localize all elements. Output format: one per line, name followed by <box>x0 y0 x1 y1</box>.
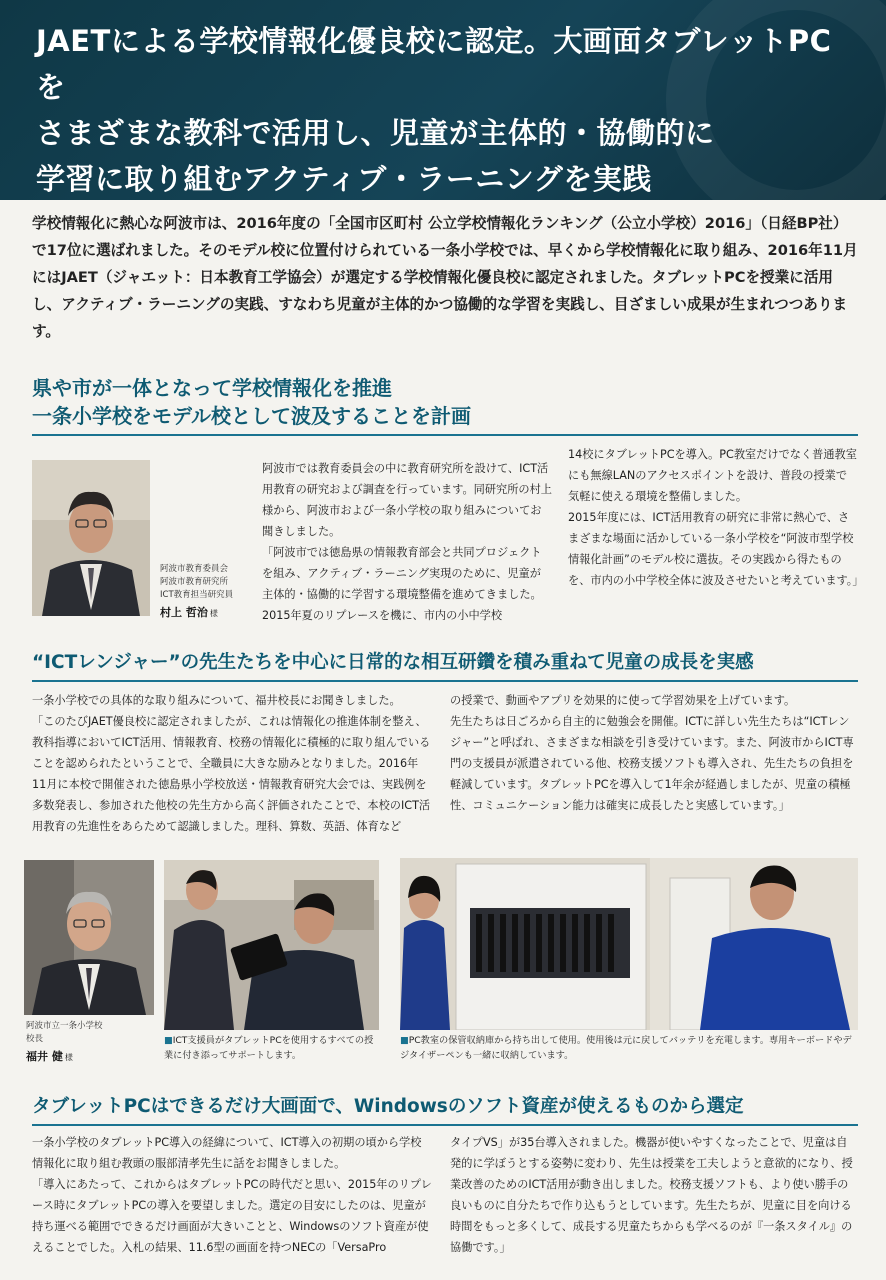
fukui-caption <box>26 1020 156 1064</box>
caption-bullet: ■ <box>164 1035 173 1046</box>
person-name-text: 村上 哲治 <box>160 606 208 619</box>
section1-column-1: 阿波市では教育委員会の中に教育研究所を設けて、ICT活用教育の研究および調査を行っています。同研究所の村上様から、阿波市および一条小学校の取り組みについてお聞きしました。 「阿波市では徳島県の情報教育部会と共同プロジェクトを組み、アクティブ・ラーニング実現のために、児童が主体的・協働的に学習する環境整備を進めてきました。2015年夏のリプレースを機に、市内の小中学校 <box>262 462 552 622</box>
photo-caption-2 <box>400 1033 860 1063</box>
section1-heading-line-2: 一条小学校をモデル校として波及することを計画 <box>32 404 471 428</box>
caption-text: ICT支援員がタブレットPCを使用するすべての授業に付き添ってサポートします。 <box>164 1035 374 1061</box>
section2-heading: “ICTレンジャー”の先生たちを中心に日常的な相互研鑽を積み重ねて児童の成長を実感 <box>32 652 754 673</box>
photo-pc-storage <box>400 858 858 1030</box>
affiliation-line: 阿波市教育研究所 <box>160 577 229 587</box>
portrait-fukui <box>24 860 154 1015</box>
person-name <box>26 1048 156 1064</box>
section1-heading-line-1: 県や市が一体となって学校情報化を推進 <box>32 376 392 400</box>
affiliation-line: 阿波市立一条小学校 <box>26 1021 103 1031</box>
page-title <box>36 18 836 200</box>
affiliation-line: 校長 <box>26 1034 44 1044</box>
affiliation-line: 阿波市教育委員会 <box>160 564 229 574</box>
section3-column-2: タイプVS」が35台導入されました。機器が使いやすくなったことで、児童は自発的に学ぼうとする姿勢に変わり、先生は授業を工夫しようと意欲的になり、授業改善のためのICT活用が動き出しました。校務支援ソフトも、より使い勝手の良いものに自分たちで作り込もうとしています。先生たちが、児童に目を向ける時間をもっと多くして、成長する児童たちからも学べるのが『一条スタイル』の協働です。」 <box>450 1136 853 1254</box>
person-name-text: 福井 健 <box>26 1050 63 1063</box>
murakami-caption <box>160 563 260 620</box>
person-photo-icon <box>32 460 150 616</box>
title-line-1: JAETによる学校情報化優良校に認定。大画面タブレットPCを <box>36 24 832 104</box>
header-banner <box>0 0 886 200</box>
person-name <box>160 604 260 620</box>
section2-rule <box>32 680 858 682</box>
honorific: 様 <box>209 609 218 618</box>
title-line-3: 学習に取り組むアクティブ・ラーニングを実践 <box>36 162 652 196</box>
classroom-photo-icon <box>164 860 379 1030</box>
section1-rule <box>32 434 858 436</box>
section1-column-2: 14校にタブレットPCを導入。PC教室だけでなく普通教室にも無線LANのアクセスポイントを設け、普段の授業で気軽に使える環境を整備しました。 2015年度には、ICT活用教育の研究に非常に熱心で、さまざまな場面に活かしている一条小学校を“阿波市型学校情報化計画”のモデル校に選抜。その実践から得たものを、市内の小中学校全体に波及させたいと考えています。」 <box>568 448 864 587</box>
caption-text: PC教室の保管収納庫から持ち出して使用。使用後は元に戻してバッテリを充電します。専用キーボードやデジタイザーペンも一緒に収納しています。 <box>400 1035 852 1061</box>
section1-heading <box>32 374 852 430</box>
section3-rule <box>32 1124 858 1126</box>
title-line-2: さまざまな教科で活用し、児童が主体的・協働的に <box>36 116 715 150</box>
photo-caption-1 <box>164 1033 382 1063</box>
portrait-murakami <box>32 460 150 616</box>
section2-column-1: 一条小学校での具体的な取り組みについて、福井校長にお聞きしました。 「このたびJAET優良校に認定されましたが、これは情報化の推進体制を整え、教科指導においてICT活用、情報教育、校務の情報化に積極的に取り組んでいることを認められたということで、全職員に大きな励みとなりました。2016年11月に本校で開催された徳島県小学校放送・情報教育研究大会では、実践例を多数発表し、参加された他校の先生方から高く評価されたことで、本校のICT活用教育の先進性をあらためて認識しました。理科、算数、英語、体育など <box>32 694 431 833</box>
honorific: 様 <box>64 1053 73 1062</box>
section2-column-2: の授業で、動画やアプリを効果的に使って学習効果を上げています。 先生たちは日ごろから自主的に勉強会を開催。ICTに詳しい先生たちは“ICTレンジャー”と呼ばれ、さまざまな相談を引き受けています。また、阿波市からICT専門の支援員が派遣されている他、校務支援ソフトも導入され、先生たちの負担を軽減しています。タブレットPCを導入して1年余が経過しましたが、児童の積極性、コミュニケーション能力は確実に成長したと実感しています。」 <box>450 694 854 812</box>
storage-cabinet-photo-icon <box>400 858 858 1030</box>
person-photo-icon <box>24 860 154 1015</box>
photo-ict-support <box>164 860 379 1030</box>
caption-bullet: ■ <box>400 1035 409 1046</box>
section3-column-1: 一条小学校のタブレットPC導入の経緯について、ICT導入の初期の頃から学校情報化に取り組む教頭の服部清孝先生に話をお聞きしました。 「導入にあたって、これからはタブレットPCの時代だと思い、2015年のリプレース時にタブレットPCの導入を要望しました。選定の目安にしたのは、児童が持ち運べる範囲でできるだけ画面が大きいことと、Windowsのソフト資産が使えることでした。入札の結果、11.6型の画面を持つNECの「VersaPro <box>32 1136 432 1254</box>
affiliation-line: ICT教育担当研究員 <box>160 590 234 600</box>
lead-paragraph: 学校情報化に熱心な阿波市は、2016年度の「全国市区町村 公立学校情報化ランキング（公立小学校）2016」（日経BP社）で17位に選ばれました。そのモデル校に位置付けられている一条小学校では、早くから学校情報化に取り組み、2016年11月にはJAET（ジャエット：日本教育工学協会）が選定する学校情報化優良校に認定されました。タブレットPCを授業に活用し、アクティブ・ラーニングの実践、すなわち児童が主体的かつ協働的な学習を実践し、目ざましい成果が生まれつつあります。 <box>32 215 858 340</box>
section3-heading: タブレットPCはできるだけ大画面で、Windowsのソフト資産が使えるものから選定 <box>32 1096 744 1117</box>
